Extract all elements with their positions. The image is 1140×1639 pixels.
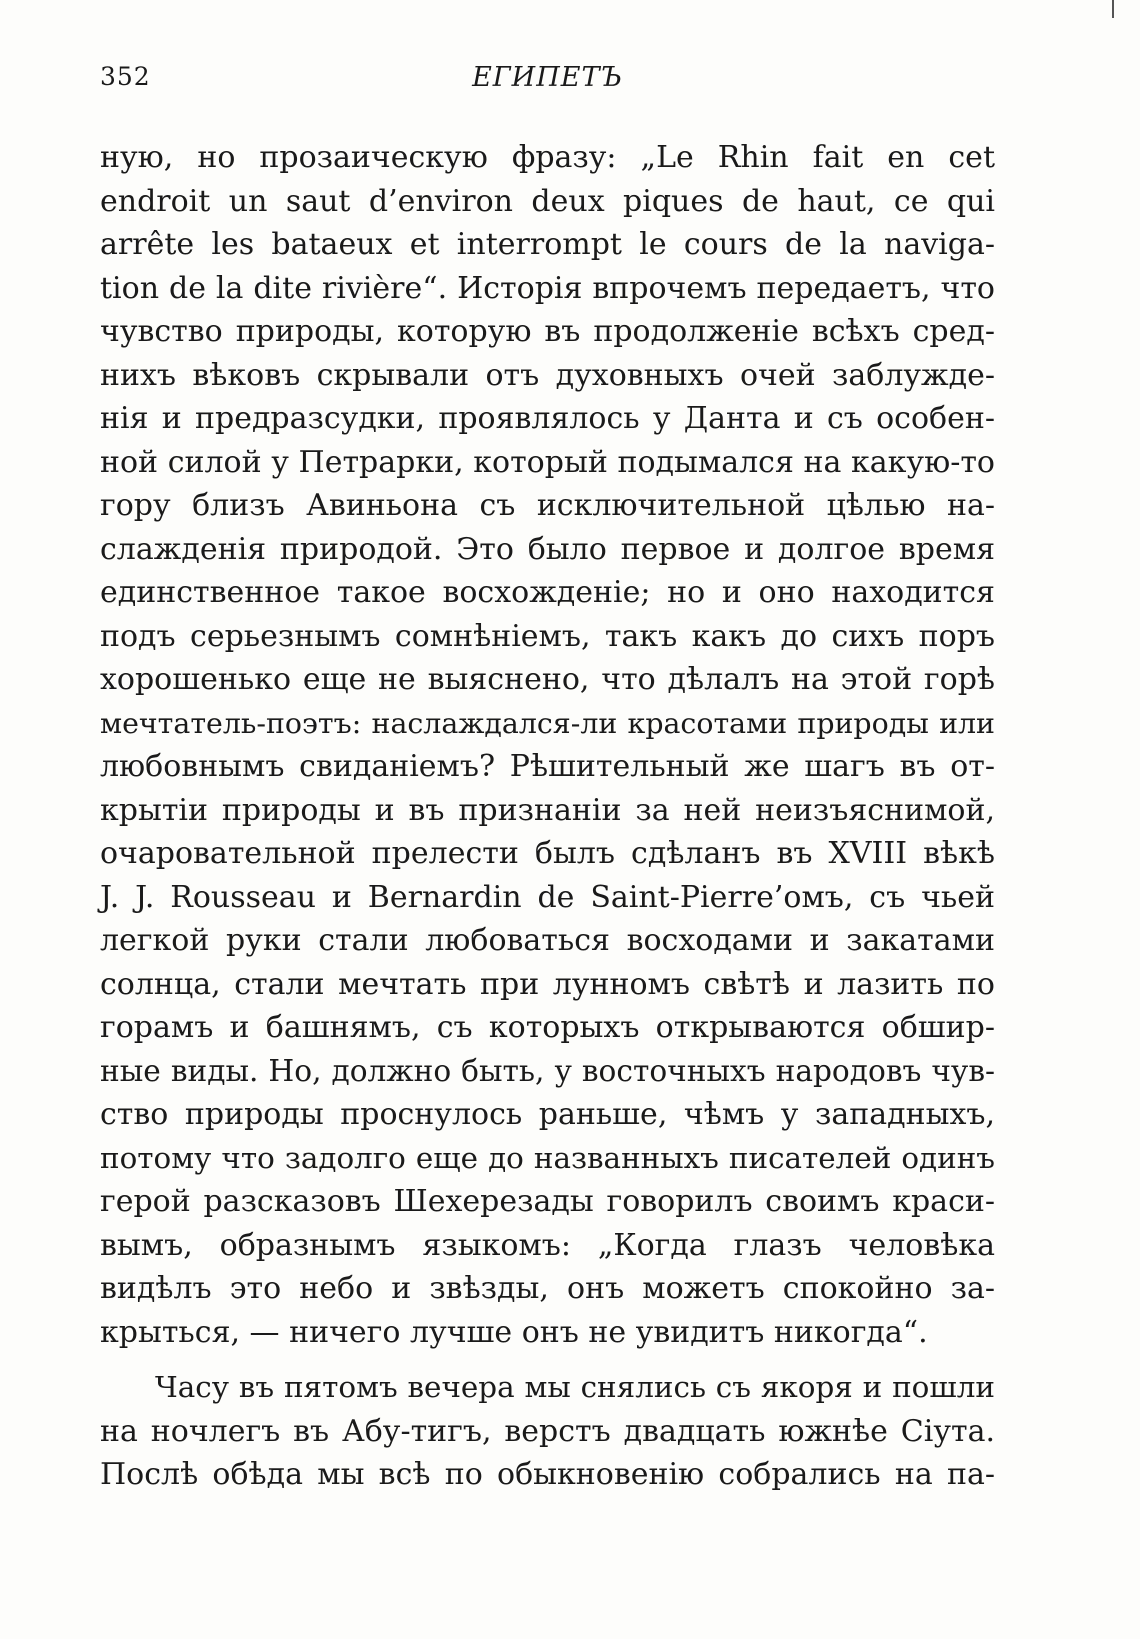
text-line: потому что задолго еще до названныхъ писателей одинъ <box>100 1140 995 1175</box>
text-line: мечтатель-поэтъ: наслаждался-ли красотами природы или <box>100 706 995 740</box>
text-line: легкой руки стали любоваться восходами и закатами <box>100 923 995 958</box>
page-edge-mark <box>1112 0 1114 18</box>
text-line: подъ серьезнымъ сомнѣніемъ, такъ какъ до сихъ поръ <box>100 618 995 654</box>
running-head: ЕГИПЕТЪ <box>472 62 623 93</box>
page-header <box>100 62 995 102</box>
text-line: видѣлъ это небо и звѣзды, онъ можетъ спокойно за- <box>100 1271 995 1306</box>
text-line: гору близъ Авиньона съ исключительной цѣлью на- <box>100 488 995 523</box>
text-line: горамъ и башнямъ, съ которыхъ открываются обшир- <box>100 1010 995 1045</box>
paragraph-1 <box>100 136 995 1354</box>
text-line: единственное такое восхожденіе; но и оно находится <box>100 575 995 610</box>
text-line: хорошенько еще не выяснено, что дѣлалъ на этой горѣ <box>100 662 995 697</box>
text-line: Часу въ пятомъ вечера мы снялись съ якоря и пошли <box>155 1370 995 1404</box>
text-line: солнца, стали мечтать при лунномъ свѣтѣ и лазить по <box>100 966 995 1002</box>
text-line: крытіи природы и въ признаніи за ней неизъяснимой, <box>100 792 995 828</box>
text-line: крыться, — ничего лучше онъ не увидитъ никогда“. <box>100 1314 928 1350</box>
text-line: нія и предразсудки, проявлялось у Данта и съ особен- <box>100 401 995 436</box>
text-line: на ночлегъ въ Абу-тигъ, верстъ двадцать южнѣе Сіута. <box>100 1413 995 1449</box>
text-line: вымъ, образнымъ языкомъ: „Когда глазъ человѣка <box>100 1227 995 1263</box>
text-line: любовнымъ свиданіемъ? Рѣшительный же шагъ въ от- <box>100 749 995 784</box>
body-text <box>100 136 995 1497</box>
text-line: ство природы проснулось раньше, чѣмъ у западныхъ, <box>100 1097 995 1132</box>
text-line: чувство природы, которую въ продолженіе всѣхъ сред- <box>100 314 995 349</box>
text-line: arrête les bataeux et interrompt le cours de la naviga- <box>100 227 995 262</box>
text-line: endroit un saut d’environ deux piques de haut, ce qui <box>100 183 995 219</box>
text-line: ные виды. Но, должно быть, у восточныхъ народовъ чув- <box>100 1053 995 1088</box>
text-line: ной силой у Петрарки, который подымался на какую-то <box>100 444 995 480</box>
paragraph-gap <box>100 1354 995 1366</box>
text-line: ную, но прозаическую фразу: „Le Rhin fait en cet <box>100 140 995 175</box>
page-number: 352 <box>100 62 151 91</box>
text-line: J. J. Rousseau и Bernardin de Saint-Pierre’омъ, съ чьей <box>100 879 995 915</box>
text-line: tion de la dite rivière“. Исторія впрочемъ передаетъ, что <box>100 270 995 306</box>
text-line: слажденія природой. Это было первое и долгое время <box>100 531 995 567</box>
text-line: Послѣ обѣда мы всѣ по обыкновенію собрались на па- <box>100 1457 995 1492</box>
paragraph-2 <box>100 1366 995 1497</box>
text-line: нихъ вѣковъ скрывали отъ духовныхъ очей заблужде- <box>100 357 995 393</box>
text-line: герой разсказовъ Шехерезады говорилъ своимъ краси- <box>100 1184 995 1219</box>
text-line: очаровательной прелести былъ сдѣланъ въ XVIII вѣкѣ <box>100 836 995 871</box>
